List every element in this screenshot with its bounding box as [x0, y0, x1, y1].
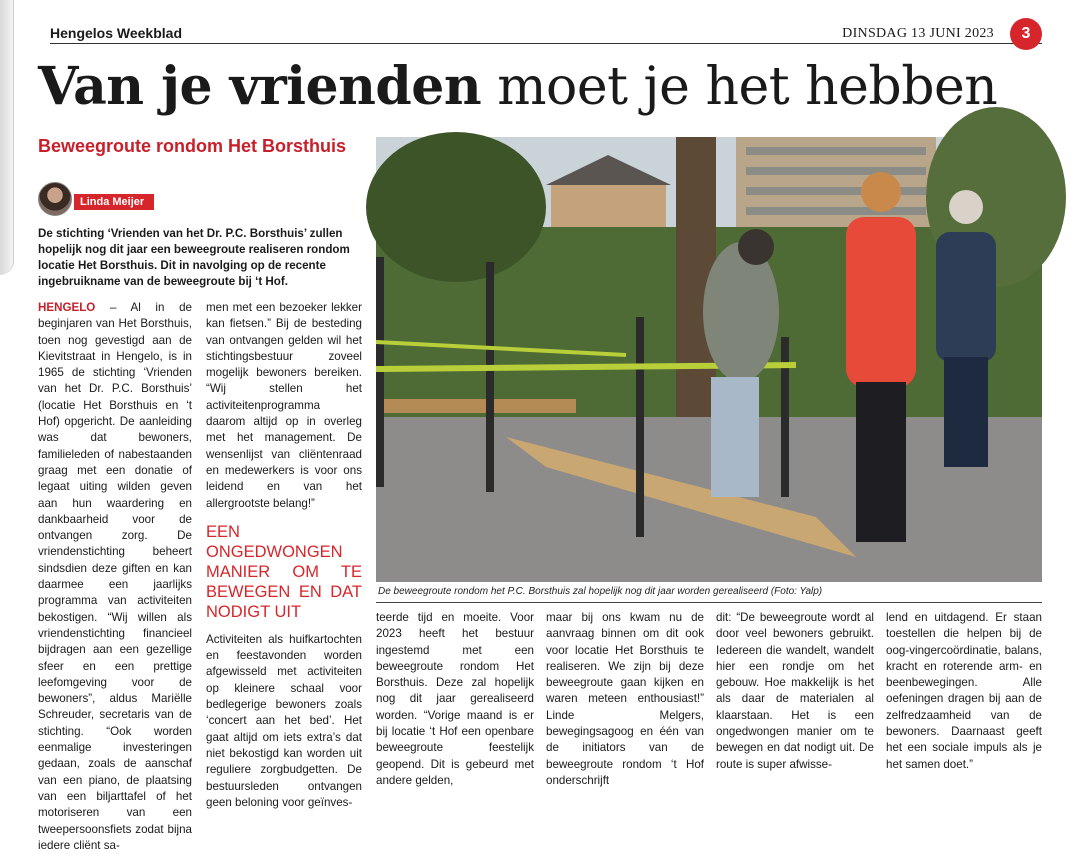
headline-light: moet je het hebben — [497, 57, 998, 117]
body-column-3 — [376, 610, 534, 789]
newspaper-name: Hengelos Weekblad — [50, 25, 183, 41]
photo-illustration — [376, 137, 1042, 582]
body-text-3: teerde tijd en moeite. Voor 2023 heeft het bestuur ingestemd met een beweegroute rondom Het Borsthuis. Deze zal hopelijk nog dit jaar gerealiseerd worden. “Vorige maand is er bij locatie ‘t Hof een openbare beweegroute feestelijk geopend. Dit is gebeurd met andere gelden, — [376, 611, 534, 787]
author-name: Linda Meijer — [74, 194, 154, 210]
issue-date: DINSDAG 13 JUNI 2023 — [842, 26, 994, 41]
body-column-5 — [716, 610, 874, 773]
body-column-1 — [38, 300, 192, 854]
body-column-2 — [206, 300, 362, 811]
photo-caption: De beweegroute rondom het P.C. Borsthuis zal hopelijk nog dit jaar worden gerealiseerd (Foto: Yalp) — [378, 586, 823, 597]
body-column-6 — [886, 610, 1042, 773]
body-text-2b: Activiteiten als huifkartochten en feestavonden worden afgewisseld met activiteiten op kleinere schaal voor bedlegerige bewoners zoals ‘concert aan het bed’. Het gaat altijd om iets extra’s dat niet bekostigd kan worden uit reguliere zorgbudgetten. De bestuursleden ontvangen geen beloning voor geïnves- — [206, 632, 362, 809]
body-text-4: maar bij ons kwam nu de aanvraag binnen om dit ook voor locatie Het Borsthuis te realiseren. We zijn bij deze beweegroute gaan kijken en waren meteen enthousiast!” Linde Melgers, bewegingsagoog en één van de initiators van de beweegroute rondom ‘t Hof onderschrijft — [546, 611, 704, 787]
page-curl — [0, 0, 14, 275]
article-kicker: Beweegroute rondom Het Borsthuis — [38, 136, 347, 156]
article-photo — [376, 137, 1042, 582]
author-avatar — [38, 182, 72, 216]
page-number-badge: 3 — [1010, 18, 1042, 50]
body-text-6: lend en uitdagend. Er staan toestellen die helpen bij de oog-vingercoördinatie, balans, kracht en roterende arm- en beenbewegingen. Alle oefeningen dragen bij aan de zelfredzaamheid van de bewoners. Daarnaast geeft het een sociale impuls als je het samen doet.” — [886, 611, 1042, 771]
body-text-5: dit: “De beweegroute wordt al door veel bewoners gebruikt. Iedereen die wandelt, wandelt hier een rondje om het gebouw. Hoe makkelijk is het als daar de materialen al klaarstaan. Het is een ongedwongen manier om te bewegen en dat nodigt uit. De route is super afwisse- — [716, 611, 874, 771]
body-column-4 — [546, 610, 704, 789]
dateline: HENGELO — [38, 301, 96, 314]
article-lead: De stichting ‘Vrienden van het Dr. P.C. Borsthuis’ zullen hopelijk nog dit jaar een beweegroute realiseren rondom locatie Het Borsthuis. Dit in navolging op de recente ingebruikname van de beweegroute bij ‘t Hof. — [38, 227, 350, 288]
headline-bold: Van je vrienden — [38, 56, 482, 117]
pull-quote: EEN ONGEDWONGEN MANIER OM TE BEWEGEN EN DAT NODIGT UIT — [206, 522, 362, 621]
body-text-1: – Al in de beginjaren van Het Borsthuis, toen nog gevestigd aan de Kievitstraat in Hengelo, is in 1965 de stichting ‘Vrienden van het Dr. P.C. Borsthuis’ (locatie Het Borsthuis en ‘t Hof) opgericht. De aanleiding was dat bewoners, familieleden of nabestaanden graag met een donatie of legaat uiting wilden geven aan hun waardering en dankbaarheid voor de ontvangen zorg. De vriendenstichting beheert sindsdien deze giften en kan daarmee een jaarlijks programma van activiteiten bekostigen. “Wij willen als vriendenstichting financieel bijdragen aan een gezellige sfeer en een prettige leefomgeving voor de bewoners”, aldus Mariëlle Schreuder, secretaris van de stichting. “Ook worden eenmalige investeringen gedaan, zoals de aanschaf van een piano, de plaatsing van een biljarttafel of het motoriseren van een tweepersoonsfiets zodat bijna iedere cliënt sa- — [38, 301, 192, 852]
body-text-2a: men met een bezoeker lekker kan fietsen.” Bij de besteding van ontvangen gelden wil het stichtingsbestuur zoveel mogelijk bewoners bereiken. “Wij stellen het activiteitenprogramma daarom altijd op in overleg met het management. De wensenlijst van cliëntenraad en medewerkers is voor ons leidend en van het allergrootste belang!” — [206, 301, 362, 510]
masthead — [50, 22, 1042, 44]
article-headline — [38, 54, 997, 120]
caption-divider — [376, 602, 1042, 603]
